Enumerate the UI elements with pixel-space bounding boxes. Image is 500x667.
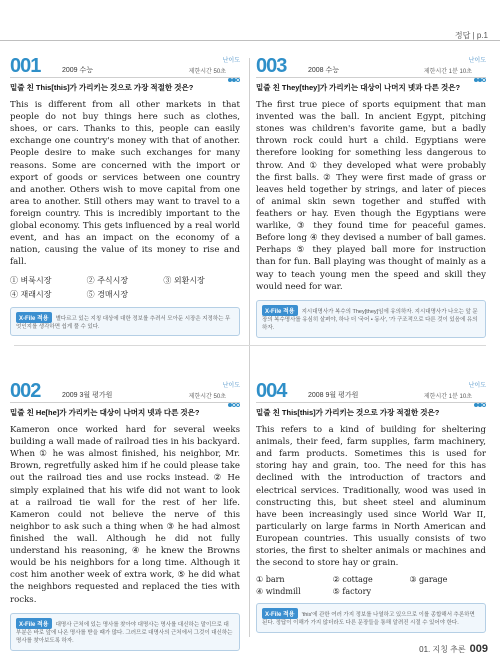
difficulty-label: 난이도 bbox=[468, 383, 486, 389]
note-text: 'this'에 관한 여러 가지 정보를 나열하고 있으므로 이를 종합해서 추론하면 된다. 정답이 이해가 가지 않더라도 다른 문장들을 통해 알려진 시절 수 있어야 한다. bbox=[262, 612, 475, 627]
difficulty-dots bbox=[228, 392, 240, 397]
time-limit: 제한시간 50초 bbox=[188, 69, 226, 75]
answer-choices bbox=[256, 575, 486, 596]
question-number: 003 bbox=[256, 55, 287, 77]
question-instruction: 밑줄 친 This[this]가 가리키는 것으로 가장 적절한 것은? bbox=[256, 408, 440, 417]
time-limit: 제한시간 50초 bbox=[188, 394, 226, 400]
question-instruction: 밑줄 친 He[he]가 가리키는 대상이 나머지 넷과 다른 것은? bbox=[10, 408, 200, 417]
question-002 bbox=[10, 380, 240, 651]
question-source: 2008 수능 bbox=[308, 67, 340, 74]
passage-paragraph: This is different from all other markets in that people do not buy things here such as clothes, shoes, or cars. Thanks to this, people can easily exchange one country's money with that of another. People desire to make such exchanges for many reasons. Some are concerned with the import or export of goods or services between one country and another. Others wish to move capital from one area to another. Still others may want to travel to a foreign country. This is incredibly important to the global economy. This gets influenced by a real world event, and has an impact on the economy of a nation, causing the value of its money to rise and fall. bbox=[10, 100, 240, 268]
note-text: 별다르고 있는 지칭 대상에 대한 정보를 추려서 모아둔 시장은 지정하는 무엇인지를 생각하면 쉽게 풀 수 있다. bbox=[16, 315, 231, 330]
difficulty-label: 난이도 bbox=[222, 58, 240, 64]
question-instruction: 밑줄 친 They[they]가 가리키는 대상이 나머지 넷과 다른 것은? bbox=[256, 83, 461, 92]
question-header bbox=[256, 380, 486, 403]
xfile-badge: X-File 적용 bbox=[262, 305, 298, 316]
question-003 bbox=[256, 55, 486, 338]
question-source: 2009 3월 평가원 bbox=[62, 392, 113, 399]
question-number: 002 bbox=[10, 380, 41, 402]
difficulty-label: 난이도 bbox=[468, 58, 486, 64]
difficulty-dots bbox=[474, 67, 486, 72]
xfile-note bbox=[10, 613, 240, 651]
difficulty-dots bbox=[474, 392, 486, 397]
note-text: 지시대명사가 복수의 They[they]임에 유의하자. 지시대명사가 나오는 앞 문장의 복수명사를 유심히 살펴야, 하나 더 '국어 • 동사', '가 구조적으로 다른 것이 있음에 유의하자. bbox=[262, 308, 478, 331]
answer-choices bbox=[10, 275, 240, 300]
question-header bbox=[256, 55, 486, 78]
xfile-note bbox=[256, 300, 486, 338]
choice[interactable]: ① 벼룩시장 bbox=[10, 275, 52, 285]
passage bbox=[10, 99, 240, 269]
page-number: 009 bbox=[469, 643, 488, 655]
choice[interactable]: ② cottage bbox=[332, 575, 373, 585]
column-divider bbox=[249, 58, 250, 637]
page-footer bbox=[419, 643, 488, 655]
passage-paragraph: This refers to a kind of building for sheltering animals, their feed, farm supplies, farm machinery, and farm products. Sometimes this is used for storing hay and grain, too. The need for this has declined with the introduction of tractors and electrical services. Traditionally, wood was used in constructing this, but sheet steel and aluminum have been increasingly used since World War II, particularly on large farms in North American and European countries. This usually consists of two stories, the first to shelter animals or machines and the second to store hay or grain. bbox=[256, 425, 486, 569]
choice[interactable]: ③ garage bbox=[409, 575, 448, 585]
footer-section: 01. 지칭 추론 bbox=[419, 645, 466, 654]
xfile-note bbox=[256, 603, 486, 633]
page-tag: 정답 | p.1 bbox=[454, 31, 488, 40]
question-004 bbox=[256, 380, 486, 633]
xfile-note bbox=[10, 307, 240, 337]
time-limit: 제한시간 1분 10초 bbox=[423, 69, 472, 75]
choice[interactable]: ④ windmill bbox=[256, 587, 301, 597]
question-number: 001 bbox=[10, 55, 41, 77]
passage-paragraph: Kameron once worked hard for several weeks building a wall made of railroad ties in his backyard. When ① he was almost finished, his neighbor, Mr. Brown, regretfully asked him if he could please take out the railroad ties and use rocks instead. ② He simply explained that his wife did not want to look at a railroad tie wall for the rest of her life. Kameron could not believe the nerve of this neighbor to ask such a thing when ③ he had almost finished the wall. Although he did not fully understand his reasoning, ④ he knew the Browns would be his neighbors for a long time. Although it cost him another week of extra work, ⑤ he did what the neighbors requested and replaced the ties with rocks. bbox=[10, 425, 240, 605]
row-divider bbox=[14, 345, 486, 346]
xfile-badge: X-File 적용 bbox=[16, 312, 52, 323]
choice[interactable]: ③ 외환시장 bbox=[163, 275, 205, 285]
question-source: 2009 수능 bbox=[62, 67, 94, 74]
xfile-badge: X-File 적용 bbox=[262, 608, 298, 619]
choice[interactable]: ④ 재래시장 bbox=[10, 289, 52, 299]
difficulty-label: 난이도 bbox=[222, 383, 240, 389]
top-rule bbox=[0, 40, 500, 41]
xfile-badge: X-File 적용 bbox=[16, 618, 52, 629]
question-001 bbox=[10, 55, 240, 336]
time-limit: 제한시간 1분 10초 bbox=[423, 394, 472, 400]
choice[interactable]: ① barn bbox=[256, 575, 285, 585]
passage bbox=[256, 424, 486, 569]
question-header bbox=[10, 55, 240, 78]
passage bbox=[256, 99, 486, 293]
question-source: 2008 9월 평가원 bbox=[308, 392, 359, 399]
note-text: 대명사 근처에 있는 명사를 찾아야 대명사는 명사를 대신하는 말이므로 대부분은 바로 앞에 나온 명사를 받을 때가 많다. 그러므로 대명사의 근처에서 그것이 대신하는 명사를 찾아보도록 하자. bbox=[16, 621, 233, 644]
choice[interactable]: ⑤ 경매시장 bbox=[86, 289, 129, 299]
choice[interactable]: ② 주식시장 bbox=[86, 275, 129, 285]
question-instruction: 밑줄 친 This[this]가 가리키는 것으로 가장 적절한 것은? bbox=[10, 83, 194, 92]
passage bbox=[10, 424, 240, 606]
choice[interactable]: ⑤ factory bbox=[332, 587, 371, 597]
difficulty-dots bbox=[228, 67, 240, 72]
question-number: 004 bbox=[256, 380, 287, 402]
passage-paragraph: The first true piece of sports equipment that man invented was the ball. In ancient Egypt, pitching stones was children's favorite game, but a badly thrown rock could hurt a child. Egyptians were therefore looking for something less dangerous to throw. And ① they developed what were probably the first balls. ② They were first made of grass or leaves held together by strings, and later of pieces of animal skin sewn together and stuffed with feathers or hay. Even though the Egyptians were warlike, ③ they found time for peaceful games. Before long ④ they devised a number of ball games. Perhaps ⑤ they played ball more for instruction than for fun. Ball playing was thought of mainly as a way to teach young men the speed and skill they would need for war. bbox=[256, 100, 486, 292]
question-header bbox=[10, 380, 240, 403]
